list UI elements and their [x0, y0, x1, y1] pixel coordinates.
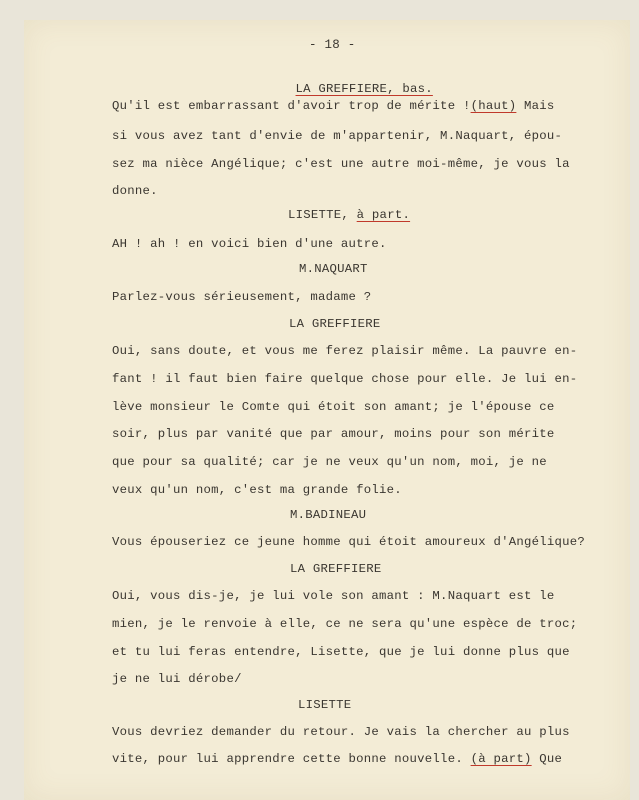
text-line: veux qu'un nom, c'est ma grande folie. [112, 483, 402, 497]
stage-direction: (haut) [470, 99, 517, 113]
text-line: Vous devriez demander du retour. Je vais la chercher au plus [112, 725, 570, 739]
text-line: fant ! il faut bien faire quelque chose pour elle. Je lui en- [112, 372, 578, 386]
text-line: Oui, sans doute, et vous me ferez plaisir même. La pauvre en- [112, 344, 578, 358]
text-segment: Que [531, 752, 563, 766]
speaker-heading [288, 208, 410, 222]
text-line: AH ! ah ! en voici bien d'une autre. [112, 237, 387, 251]
text-line: Vous épouseriez ce jeune homme qui étoit amoureux d'Angélique? [112, 535, 586, 549]
text-segment: Mais [516, 99, 555, 113]
text-segment: Qu'il est embarrassant d'avoir trop de mérite ! [112, 99, 471, 113]
text-line: mien, je le renvoie à elle, ce ne sera qu'une espèce de troc; [112, 617, 578, 631]
speaker-heading: M.BADINEAU [290, 508, 367, 522]
speaker-heading: LA GREFFIERE [290, 562, 382, 576]
text-line: et tu lui feras entendre, Lisette, que je lui donne plus que [112, 645, 570, 659]
heading-text: LA GREFFIERE, bas. [295, 82, 433, 96]
speaker-heading: M.NAQUART [299, 262, 368, 276]
stage-direction: (à part) [470, 752, 532, 766]
text-line: donne. [112, 184, 158, 198]
text-line: soir, plus par vanité que par amour, moins pour son mérite [112, 427, 555, 441]
text-line: si vous avez tant d'envie de m'appartenir, M.Naquart, épou- [112, 129, 563, 143]
text-line: Oui, vous dis-je, je lui vole son amant : M.Naquart est le [112, 589, 555, 603]
text-line: lève monsieur le Comte qui étoit son amant; je l'épouse ce [112, 400, 555, 414]
speaker-heading: LA GREFFIERE [289, 317, 381, 331]
text-line [112, 752, 562, 766]
text-line: que pour sa qualité; car je ne veux qu'un nom, moi, je ne [112, 455, 547, 469]
text-line [112, 99, 555, 113]
stage-direction: à part. [356, 208, 411, 222]
text-line: sez ma nièce Angélique; c'est une autre moi-même, je vous la [112, 157, 570, 171]
text-line: je ne lui dérobe/ [112, 672, 242, 686]
speaker-heading: LISETTE [298, 698, 352, 712]
text-segment: vite, pour lui apprendre cette bonne nouvelle. [112, 752, 471, 766]
heading-text: LISETTE, [288, 208, 357, 222]
text-line: Parlez-vous sérieusement, madame ? [112, 290, 372, 304]
page-number: - 18 - [309, 38, 356, 52]
